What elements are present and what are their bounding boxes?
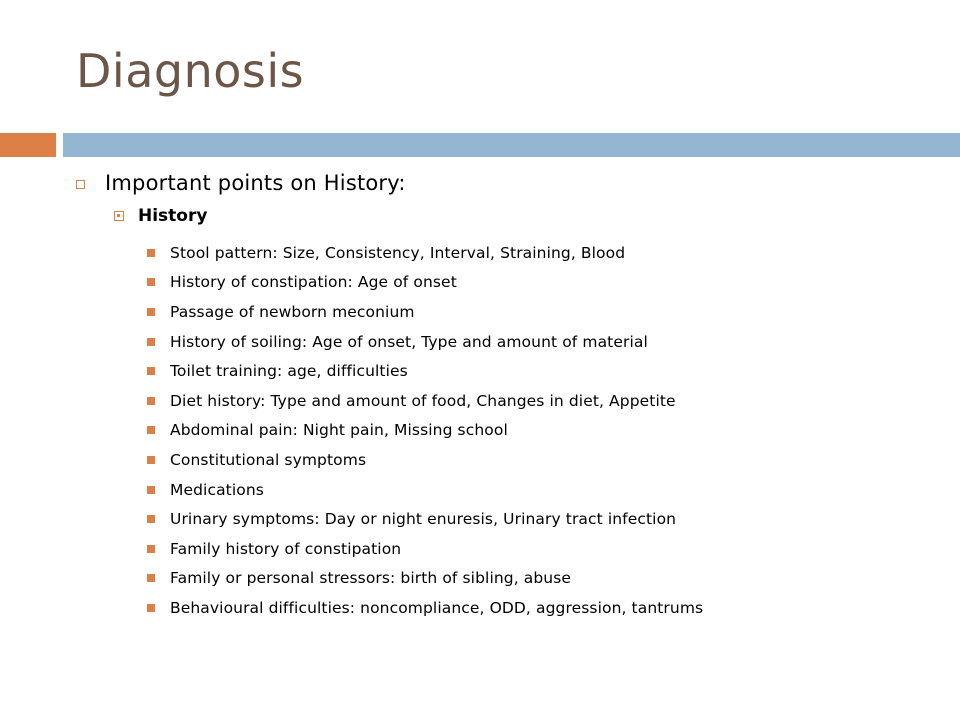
bullet-level2-text: History xyxy=(138,206,208,226)
list-item xyxy=(147,564,703,594)
filled-square-bullet-icon xyxy=(147,278,155,286)
list-item xyxy=(147,356,703,386)
filled-square-bullet-icon xyxy=(147,308,155,316)
slide-title: Diagnosis xyxy=(76,44,305,98)
list-item xyxy=(147,297,703,327)
list-item-text: Toilet training: age, difficulties xyxy=(170,362,408,381)
filled-square-bullet-icon xyxy=(147,545,155,553)
list-item-text: Family or personal stressors: birth of sibling, abuse xyxy=(170,569,572,588)
list-item-text: Family history of constipation xyxy=(170,539,402,558)
filled-square-bullet-icon xyxy=(147,486,155,494)
filled-square-bullet-icon xyxy=(147,604,155,612)
square-outline-bullet-icon xyxy=(76,180,85,189)
list-item-text: Medications xyxy=(170,480,264,499)
square-dot-bullet-icon xyxy=(114,211,124,221)
list-item xyxy=(147,475,703,505)
list-item xyxy=(147,238,703,268)
list-item xyxy=(147,593,703,623)
list-item xyxy=(147,386,703,416)
list-item-text: Abdominal pain: Night pain, Missing school xyxy=(170,421,508,440)
filled-square-bullet-icon xyxy=(147,338,155,346)
filled-square-bullet-icon xyxy=(147,456,155,464)
list-item-text: Passage of newborn meconium xyxy=(170,302,415,321)
list-item-text: Stool pattern: Size, Consistency, Interval, Straining, Blood xyxy=(170,243,626,262)
list-item xyxy=(147,268,703,298)
filled-square-bullet-icon xyxy=(147,574,155,582)
filled-square-bullet-icon xyxy=(147,367,155,375)
bullet-level1-text: Important points on History: xyxy=(105,171,406,195)
filled-square-bullet-icon xyxy=(147,397,155,405)
list-item xyxy=(147,445,703,475)
list-item xyxy=(147,534,703,564)
list-item-text: Behavioural difficulties: noncompliance, ODD, aggression, tantrums xyxy=(170,598,704,617)
list-item-text: History of soiling: Age of onset, Type and amount of material xyxy=(170,332,648,351)
bullet-level1 xyxy=(76,171,406,195)
list-item xyxy=(147,416,703,446)
filled-square-bullet-icon xyxy=(147,426,155,434)
bullet-level2 xyxy=(114,206,207,226)
list-item xyxy=(147,327,703,357)
list-item-text: Diet history: Type and amount of food, Changes in diet, Appetite xyxy=(170,391,676,410)
history-items-list xyxy=(147,238,703,623)
list-item-text: Urinary symptoms: Day or night enuresis, Urinary tract infection xyxy=(170,510,677,529)
list-item xyxy=(147,504,703,534)
filled-square-bullet-icon xyxy=(147,515,155,523)
list-item-text: History of constipation: Age of onset xyxy=(170,273,457,292)
list-item-text: Constitutional symptoms xyxy=(170,450,367,469)
filled-square-bullet-icon xyxy=(147,249,155,257)
